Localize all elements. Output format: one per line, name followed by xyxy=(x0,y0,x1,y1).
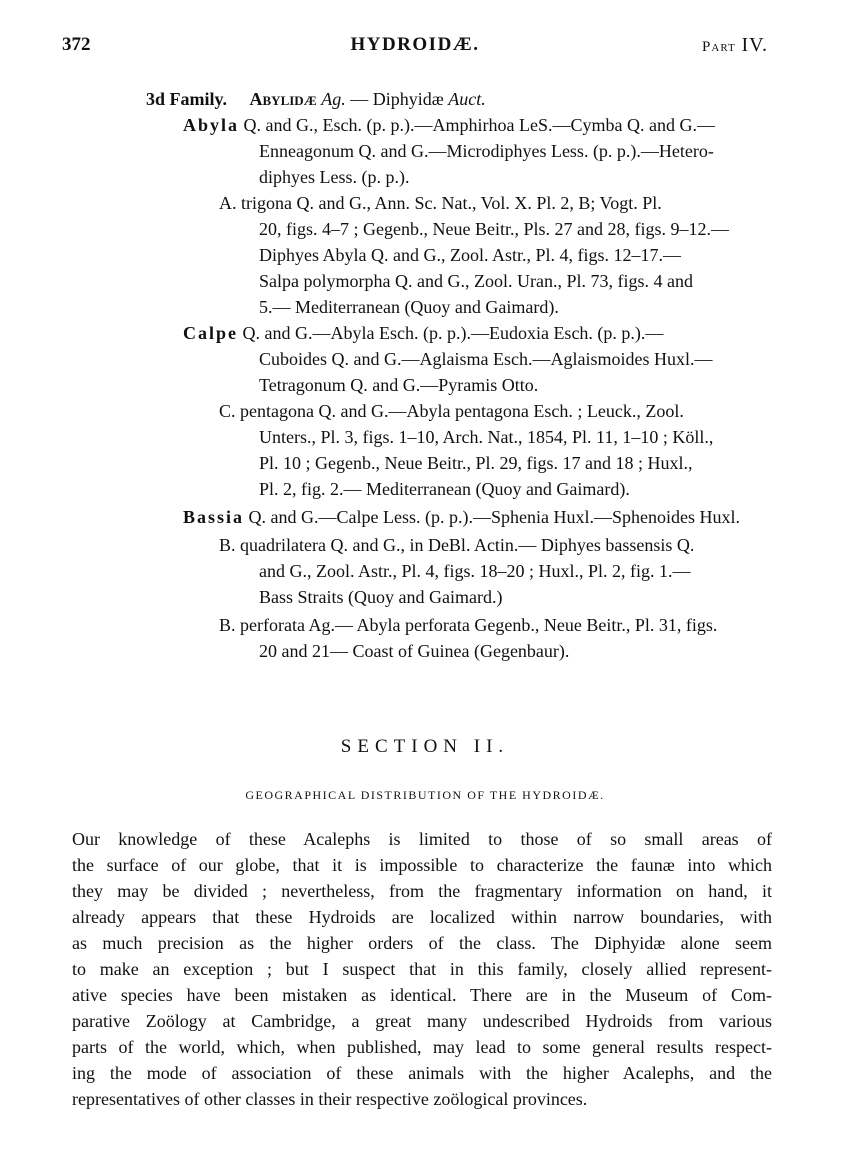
species-text-line: and G., Zool. Astr., Pl. 4, figs. 18–20 ; Huxl., Pl. 2, fig. 1.— xyxy=(259,561,691,581)
part-number: IV. xyxy=(741,34,768,56)
genus-bassia-line xyxy=(183,504,740,530)
part-label xyxy=(702,34,768,57)
genus-name: Bassia xyxy=(183,507,245,527)
genus-name: Calpe xyxy=(183,323,238,343)
species-text-line: 20, figs. 4–7 ; Gegenb., Neue Beitr., Pls. 27 and 28, figs. 9–12.— xyxy=(259,219,729,239)
genus-calpe-line xyxy=(183,320,663,346)
paragraph-line: the surface of our globe, that it is impossible to characterize the faunæ into which xyxy=(72,855,772,875)
running-title: HYDROIDÆ. xyxy=(350,34,480,55)
genus-name: Abyla xyxy=(183,115,240,135)
genus-synonymy: Q. and G., Esch. (p. p.).—Amphirhoa LeS.—Cymba Q. and G.— xyxy=(243,115,715,135)
genus-synonymy: Q. and G.—Abyla Esch. (p. p.).—Eudoxia Esch. (p. p.).— xyxy=(242,323,664,343)
species-c-pentagona: C. pentagona Q. and G.—Abyla pentagona Esch. ; Leuck., Zool. xyxy=(219,401,684,421)
species-text-line: Bass Straits (Quoy and Gaimard.) xyxy=(259,587,503,607)
species-text-line: Diphyes Abyla Q. and G., Zool. Astr., Pl. 4, figs. 12–17.— xyxy=(259,245,681,265)
family-heading xyxy=(146,86,486,112)
paragraph-line: ing the mode of association of these animals with the higher Acalephs, and the xyxy=(72,1063,772,1083)
genus-synonymy-line: Enneagonum Q. and G.—Microdiphyes Less. (p. p.).—Hetero- xyxy=(259,141,714,161)
species-text-line: Unters., Pl. 3, figs. 1–10, Arch. Nat., 1854, Pl. 11, 1–10 ; Köll., xyxy=(259,427,714,447)
genus-synonymy-line: diphyes Less. (p. p.). xyxy=(259,167,410,187)
paragraph-line: representatives of other classes in their respective zoölogical provinces. xyxy=(72,1089,588,1109)
paragraph-line: as much precision as the higher orders of the class. The Diphyidæ alone seem xyxy=(72,933,772,953)
section-title: SECTION II. xyxy=(340,736,510,757)
page-header xyxy=(62,34,768,64)
genus-abyla-line xyxy=(183,112,715,138)
species-text-line: Pl. 10 ; Gegenb., Neue Beitr., Pl. 29, figs. 17 and 18 ; Huxl., xyxy=(259,453,693,473)
species-text-line: 20 and 21— Coast of Guinea (Gegenbaur). xyxy=(259,641,570,661)
species-text-line: Salpa polymorpha Q. and G., Zool. Uran., Pl. 73, figs. 4 and xyxy=(259,271,693,291)
family-author: Ag. xyxy=(321,89,346,109)
paragraph-line: ative species have been mistaken as identical. There are in the Museum of Com- xyxy=(72,985,772,1005)
family-name: Abylidæ xyxy=(249,89,317,109)
species-text-line: 5.— Mediterranean (Quoy and Gaimard). xyxy=(259,297,559,317)
part-word: Part xyxy=(702,39,736,55)
paragraph-line: already appears that these Hydroids are localized within narrow boundaries, with xyxy=(72,907,772,927)
genus-synonymy-line: Cuboides Q. and G.—Aglaisma Esch.—Aglaismoides Huxl.— xyxy=(259,349,713,369)
species-b-quadrilatera: B. quadrilatera Q. and G., in DeBl. Actin.— Diphyes bassensis Q. xyxy=(219,535,695,555)
genus-synonymy-line: Tetragonum Q. and G.—Pyramis Otto. xyxy=(259,375,539,395)
family-synonym-author: Auct. xyxy=(448,89,486,109)
species-a-trigona: A. trigona Q. and G., Ann. Sc. Nat., Vol. X. Pl. 2, B; Vogt. Pl. xyxy=(219,193,662,213)
paragraph-line: parative Zoölogy at Cambridge, a great many undescribed Hydroids from various xyxy=(72,1011,772,1031)
family-label: 3d Family. xyxy=(146,89,228,109)
species-b-perforata: B. perforata Ag.— Abyla perforata Gegenb., Neue Beitr., Pl. 31, figs. xyxy=(219,615,718,635)
paragraph-line: Our knowledge of these Acalephs is limited to those of so small areas of xyxy=(72,829,772,849)
paragraph-line: they may be divided ; nevertheless, from the fragmentary information on hand, it xyxy=(72,881,772,901)
paragraph-line: parts of the world, which, when published, may lead to some general results respect- xyxy=(72,1037,772,1057)
section-subtitle: GEOGRAPHICAL DISTRIBUTION OF THE HYDROIDÆ. xyxy=(245,788,605,802)
species-text-line: Pl. 2, fig. 2.— Mediterranean (Quoy and Gaimard). xyxy=(259,479,630,499)
family-synonym: — Diphyidæ xyxy=(350,89,444,109)
genus-synonymy: Q. and G.—Calpe Less. (p. p.).—Sphenia Huxl.—Sphenoides Huxl. xyxy=(248,507,740,527)
page-number: 372 xyxy=(62,34,91,55)
paragraph-line: to make an exception ; but I suspect that in this family, closely allied represent- xyxy=(72,959,772,979)
